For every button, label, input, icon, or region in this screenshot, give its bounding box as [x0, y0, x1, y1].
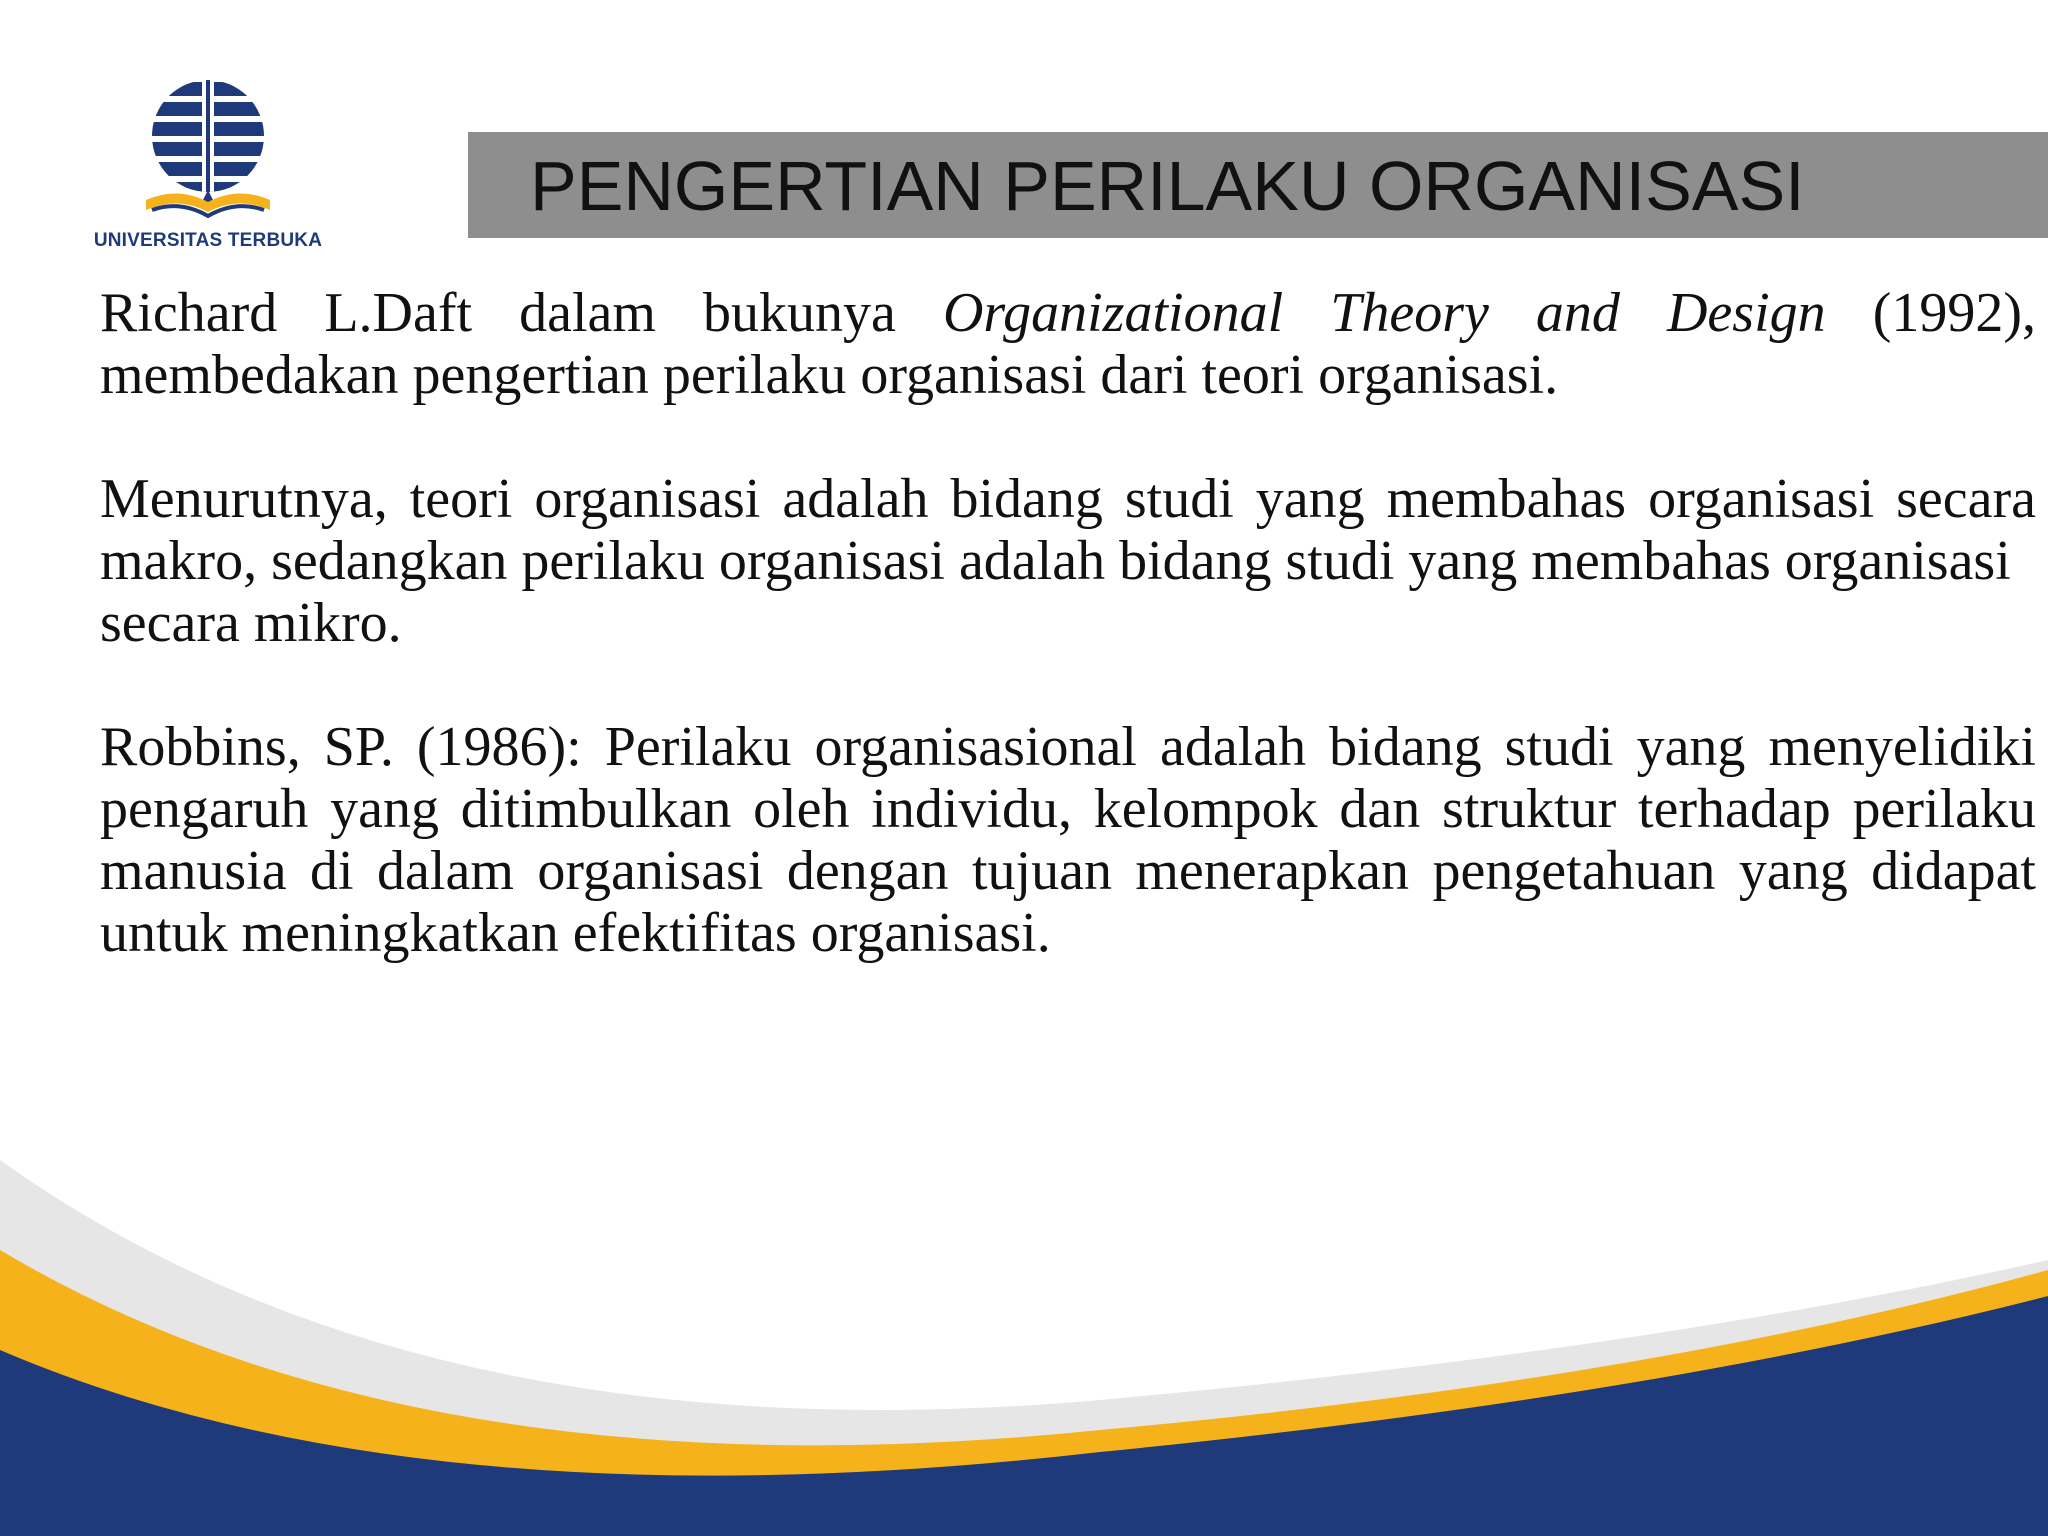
paragraph-daft [100, 282, 2036, 406]
title-bar [468, 132, 2048, 238]
paragraph-daft-intro: Richard L.Daft dalam bukunya [100, 282, 943, 344]
university-logo [88, 78, 328, 258]
slide-content [100, 282, 2036, 1026]
paragraph-menurutnya [100, 468, 2036, 654]
paragraph-daft-rest: (1992), membedakan pengertian perilaku organisasi dari teori organisasi. [100, 282, 2036, 406]
paragraph-robbins: Robbins, SP. (1986): Perilaku organisasional adalah bidang studi yang menyelidiki pengaruh yang ditimbulkan oleh individu, kelompok dan struktur terhadap perilaku manusia di dalam organisasi dengan tujuan menerapkan pengetahuan yang didapat untuk meningkatkan efektifitas organisasi. [100, 716, 2036, 964]
university-name: UNIVERSITAS TERBUKA [93, 230, 323, 251]
decorative-wave [0, 1100, 2048, 1536]
globe-book-emblem-icon [138, 78, 278, 228]
book-title: Organizational Theory and Design [942, 282, 1826, 344]
paragraph-menurutnya-text: Menurutnya, teori organisasi adalah bidang studi yang membahas organisasi secara makro, sedangkan perilaku organisasi adalah bidang studi yang membahas organisasi [100, 468, 2036, 592]
slide-title: PENGERTIAN PERILAKU ORGANISASI [530, 147, 1805, 225]
paragraph-menurutnya-end: secara mikro. [100, 592, 402, 654]
